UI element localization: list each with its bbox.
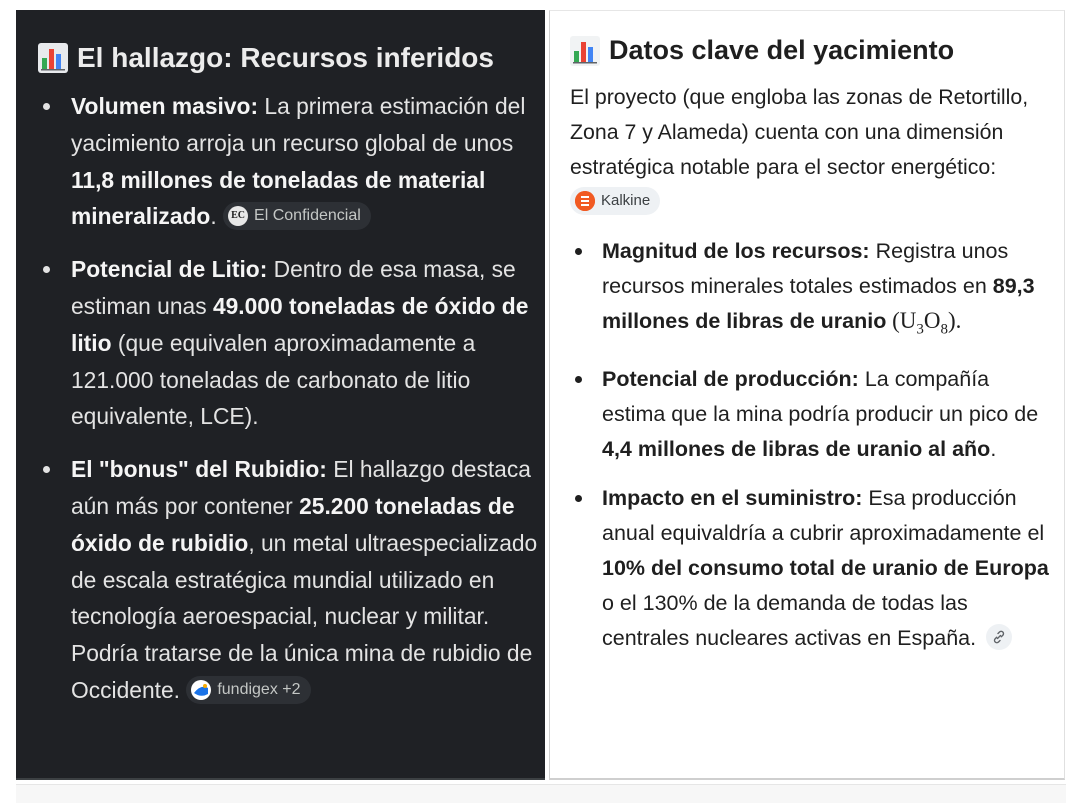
left-title: El hallazgo: Recursos inferidos: [77, 42, 494, 73]
list-item: [38, 88, 539, 235]
intro-paragraph: [570, 80, 1050, 220]
bullet-dot: [43, 266, 50, 273]
list-item: [570, 234, 1052, 347]
left-panel: [16, 10, 545, 780]
intro-text: El proyecto (que engloba las zonas de Retortillo, Zona 7 y Alameda) cuenta con una dimensión estratégica notable para el sector energético:: [570, 85, 1029, 179]
bullet-dot: [43, 103, 50, 110]
item-lead: El "bonus" del Rubidio:: [71, 456, 327, 483]
source-chip-label: Kalkine: [601, 192, 651, 210]
item-text: Registra unos recursos minerales totales estimados en: [602, 239, 1009, 298]
item-lead: Potencial de producción:: [602, 366, 859, 391]
source-chip-kalkine[interactable]: [570, 187, 660, 215]
uranium-formula: $(U_3O_8)$.: [886, 307, 962, 338]
item-text: El hallazgo destaca aún más por contener: [71, 456, 531, 519]
right-panel: [549, 10, 1065, 780]
item-text-end: .: [990, 436, 997, 461]
item-highlight: 11,8 millones de toneladas de material mineralizado: [71, 166, 486, 230]
left-heading: [38, 42, 545, 74]
item-text: Esa producción anual equivaldría a cubrir aproximadamente el: [602, 486, 1045, 546]
bullet-dot: [43, 466, 50, 473]
item-highlight: 89,3 millones de libras de uranio: [602, 273, 1035, 333]
left-list: [38, 88, 545, 709]
item-highlight: 4,4 millones de libras de uranio al año: [602, 436, 991, 461]
bottom-strip: [16, 784, 1066, 803]
link-icon[interactable]: [986, 624, 1012, 650]
right-list: [570, 234, 1064, 655]
item-lead: Impacto en el suministro:: [602, 486, 863, 511]
item-lead: Potencial de Litio:: [71, 256, 268, 283]
item-text: La primera estimación del yacimiento arroja un recurso global de unos: [71, 93, 526, 156]
bullet-dot: [575, 248, 582, 255]
kalkine-logo-icon: [575, 191, 595, 211]
source-chip-fundigex[interactable]: [186, 676, 310, 704]
list-item: [38, 251, 539, 435]
list-item: [570, 362, 1052, 466]
bar-chart-icon: [38, 43, 68, 73]
right-heading: [570, 35, 1064, 66]
right-title: Datos clave del yacimiento: [609, 35, 955, 65]
source-chip-label: El Confidencial: [254, 207, 361, 225]
source-chip-label: fundigex +2: [217, 680, 301, 698]
item-text-end: (que equivalen aproximadamente a 121.000 toneladas de carbonato de litio equivalente, LCE).: [71, 329, 476, 430]
item-highlight: 10% del consumo total de uranio de Europa: [602, 555, 1049, 580]
item-text-end: .: [210, 203, 217, 230]
item-lead: Magnitud de los recursos:: [602, 239, 870, 263]
list-item: [570, 481, 1052, 655]
source-chip-el-confidencial[interactable]: [223, 202, 371, 230]
item-text-end: o el 130% de la demanda de todas las centrales nucleares activas en España.: [602, 590, 977, 650]
item-highlight: 49.000 toneladas de óxido de litio: [71, 292, 529, 356]
item-text: La compañía estima que la mina podría producir un pico de: [602, 366, 1039, 426]
bullet-dot: [575, 495, 582, 502]
el-confidencial-logo-icon: EC: [228, 206, 248, 226]
list-item: [38, 451, 539, 709]
bar-chart-icon: [570, 36, 600, 66]
item-highlight: 25.200 toneladas de óxido de rubidio: [71, 492, 515, 556]
item-text-end: , un metal ultraespecializado de escala estratégica mundial utilizado en tecnología aeroespacial, nuclear y militar. Podría tratarse de la única mina de rubidio de Occidente.: [71, 529, 538, 703]
item-text: Dentro de esa masa, se estiman unas: [71, 256, 516, 319]
bullet-dot: [575, 376, 582, 383]
fundigex-logo-icon: [191, 680, 211, 700]
item-lead: Volumen masivo:: [71, 93, 259, 119]
